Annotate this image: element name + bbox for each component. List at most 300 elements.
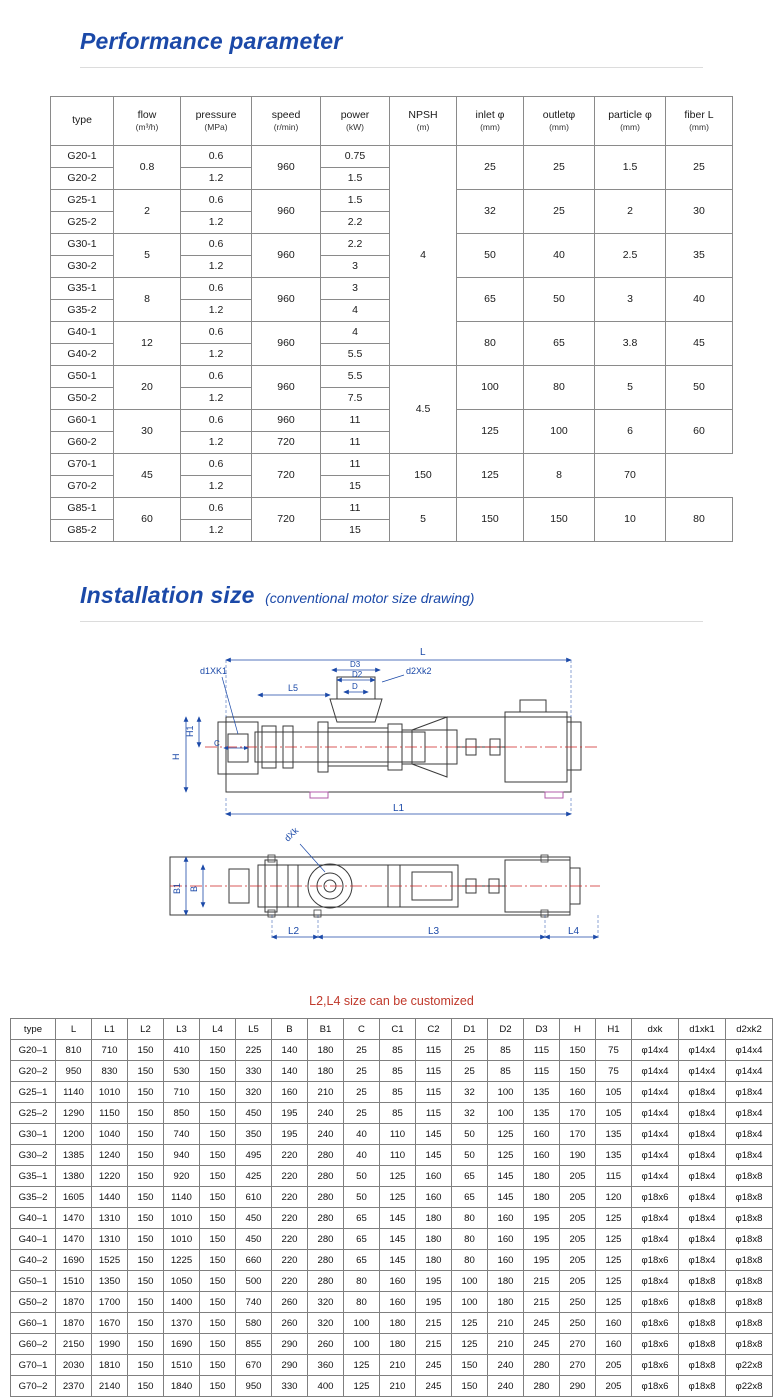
dim-d2Xk2-label: d2Xk2 [406,666,432,676]
cell-l3: 1510 [164,1355,200,1376]
cell-c2: 115 [416,1061,452,1082]
col-d1xk1: d1xk1 [679,1019,726,1040]
cell-d1: 50 [452,1124,488,1145]
cell-h: 160 [560,1082,596,1103]
cell-l4: 150 [200,1208,236,1229]
table-row [11,1376,773,1397]
cell-d1: 125 [452,1334,488,1355]
cell-h: 150 [560,1061,596,1082]
cell-type: G20-1 [51,146,114,168]
cell-l4: 150 [200,1124,236,1145]
cell-type: G40–1 [11,1229,56,1250]
col-particle-unit: (mm) [620,122,640,133]
cell-d1xk1: φ18x4 [679,1208,726,1229]
table-row [11,1040,773,1061]
cell-speed: 960 [252,190,321,234]
cell-d1: 125 [452,1313,488,1334]
cell-power: 4 [321,322,390,344]
cell-d2xk2: φ18x8 [726,1166,773,1187]
col-fiber-label: fiber L [684,109,714,122]
cell-d2xk2: φ18x8 [726,1271,773,1292]
cell-l1: 1310 [92,1208,128,1229]
cell-d2xk2: φ18x4 [726,1103,773,1124]
cell-c: 125 [344,1355,380,1376]
col-c1: C1 [380,1019,416,1040]
cell-l1: 1700 [92,1292,128,1313]
cell-l3: 850 [164,1103,200,1124]
drawing-svg [0,622,783,992]
col-pressure [181,97,252,146]
cell-flow: 45 [114,454,181,498]
cell-type: G50–2 [11,1292,56,1313]
cell-c2: 195 [416,1292,452,1313]
col-inlet-label: inlet φ [475,109,505,122]
cell-l2: 150 [128,1061,164,1082]
cell-d2: 240 [488,1376,524,1397]
cell-l5: 225 [236,1040,272,1061]
col-l4: L4 [200,1019,236,1040]
cell-c: 25 [344,1040,380,1061]
table-row [51,366,733,388]
installation-subtitle: (conventional motor size drawing) [265,590,475,606]
cell-b: 220 [272,1271,308,1292]
col-npsh-label: NPSH [408,109,438,122]
cell-dxk: φ18x4 [632,1271,679,1292]
cell-d3: 195 [524,1208,560,1229]
cell-dxk: φ14x4 [632,1145,679,1166]
col-outlet-unit: (mm) [549,122,569,133]
cell-c: 40 [344,1145,380,1166]
cell-l: 1380 [56,1166,92,1187]
cell-l5: 950 [236,1376,272,1397]
cell-speed: 960 [252,322,321,366]
cell-b1: 180 [308,1040,344,1061]
cell-l1: 1010 [92,1082,128,1103]
cell-c2: 160 [416,1166,452,1187]
cell-d3: 160 [524,1145,560,1166]
cell-d3: 180 [524,1166,560,1187]
col-speed-unit: (r/min) [273,122,299,133]
cell-b1: 400 [308,1376,344,1397]
cell-b1: 280 [308,1166,344,1187]
cell-fiber: 30 [666,190,733,234]
dim-L1-label: L1 [393,803,405,814]
cell-l: 1140 [56,1082,92,1103]
cell-outlet: 150 [524,498,595,542]
cell-l4: 150 [200,1334,236,1355]
cell-type: G25–1 [11,1082,56,1103]
cell-c1: 145 [380,1229,416,1250]
cell-c2: 180 [416,1208,452,1229]
table-row [11,1208,773,1229]
cell-b1: 240 [308,1103,344,1124]
cell-l3: 1225 [164,1250,200,1271]
cell-type: G25-2 [51,212,114,234]
cell-dxk: φ14x4 [632,1124,679,1145]
col-l: L [56,1019,92,1040]
cell-speed: 720 [252,454,321,498]
cell-type: G25-1 [51,190,114,212]
cell-l4: 150 [200,1376,236,1397]
installation-heading [0,542,783,609]
cell-l3: 410 [164,1040,200,1061]
table-header-row [11,1019,773,1040]
cell-l1: 1810 [92,1355,128,1376]
performance-table-wrap [0,68,783,542]
col-b1: B1 [308,1019,344,1040]
cell-h1: 120 [596,1187,632,1208]
cell-l: 2030 [56,1355,92,1376]
cell-type: G35-2 [51,300,114,322]
installation-table-body [11,1040,773,1397]
cell-l3: 1140 [164,1187,200,1208]
cell-d1: 100 [452,1292,488,1313]
cell-fiber: 25 [666,146,733,190]
cell-b: 220 [272,1250,308,1271]
cell-c2: 245 [416,1376,452,1397]
cell-h1: 75 [596,1040,632,1061]
cell-h: 205 [560,1166,596,1187]
cell-pressure: 1.2 [181,476,252,498]
cell-d1xk1: φ18x8 [679,1271,726,1292]
cell-power: 15 [321,520,390,542]
performance-heading [0,0,783,55]
cell-flow: 2 [114,190,181,234]
table-row [11,1250,773,1271]
cell-l2: 150 [128,1187,164,1208]
cell-b: 140 [272,1040,308,1061]
cell-l: 1510 [56,1271,92,1292]
cell-l1: 1220 [92,1166,128,1187]
cell-particle: 10 [595,498,666,542]
col-fiber [666,97,733,146]
cell-b: 260 [272,1313,308,1334]
table-row [11,1124,773,1145]
cell-type: G25–2 [11,1103,56,1124]
cell-d2xk2: φ18x8 [726,1187,773,1208]
cell-type: G70–2 [11,1376,56,1397]
cell-l5: 740 [236,1292,272,1313]
cell-b1: 280 [308,1229,344,1250]
cell-l3: 940 [164,1145,200,1166]
cell-particle: 1.5 [595,146,666,190]
cell-h1: 105 [596,1103,632,1124]
cell-type: G20–2 [11,1061,56,1082]
cell-l2: 150 [128,1103,164,1124]
cell-d2: 210 [488,1313,524,1334]
cell-l3: 1370 [164,1313,200,1334]
cell-particle: 3.8 [595,322,666,366]
cell-d1: 80 [452,1229,488,1250]
cell-l2: 150 [128,1229,164,1250]
col-flow-label: flow [137,109,157,122]
cell-pressure: 0.6 [181,146,252,168]
cell-outlet: 80 [524,366,595,410]
col-d2: D2 [488,1019,524,1040]
cell-d1xk1: φ18x4 [679,1082,726,1103]
col-speed-label: speed [271,109,301,122]
col-h: H [560,1019,596,1040]
cell-l: 1605 [56,1187,92,1208]
cell-c1: 180 [380,1334,416,1355]
cell-d1xk1: φ18x4 [679,1145,726,1166]
cell-type: G35-1 [51,278,114,300]
cell-d1: 100 [452,1271,488,1292]
cell-c2: 145 [416,1124,452,1145]
cell-particle: 6 [595,410,666,454]
cell-inlet: 80 [457,322,524,366]
cell-type: G70-1 [51,454,114,476]
cell-l1: 1040 [92,1124,128,1145]
cell-inlet: 65 [457,278,524,322]
col-l5: L5 [236,1019,272,1040]
cell-type: G20-2 [51,168,114,190]
cell-c1: 85 [380,1040,416,1061]
table-row [11,1166,773,1187]
cell-inlet: 25 [457,146,524,190]
cell-l4: 150 [200,1187,236,1208]
cell-l5: 855 [236,1334,272,1355]
cell-speed: 960 [252,234,321,278]
dim-L4-label: L4 [568,926,580,937]
performance-title: Performance parameter [80,28,343,54]
cell-d3: 245 [524,1334,560,1355]
cell-d1xk1: φ18x8 [679,1292,726,1313]
cell-particle: 2.5 [595,234,666,278]
cell-h: 205 [560,1250,596,1271]
cell-d1xk1: φ18x4 [679,1103,726,1124]
cell-d2xk2: φ22x8 [726,1376,773,1397]
cell-dxk: φ14x4 [632,1040,679,1061]
cell-c2: 115 [416,1040,452,1061]
cell-dxk: φ14x4 [632,1061,679,1082]
cell-type: G70-2 [51,476,114,498]
cell-power: 2.2 [321,212,390,234]
cell-l5: 450 [236,1229,272,1250]
col-l2: L2 [128,1019,164,1040]
cell-h1: 160 [596,1334,632,1355]
col-power [321,97,390,146]
cell-l3: 1400 [164,1292,200,1313]
cell-inlet: 125 [457,410,524,454]
cell-h1: 115 [596,1166,632,1187]
cell-l3: 1010 [164,1229,200,1250]
cell-particle: 3 [595,278,666,322]
col-type-label: type [72,114,92,127]
cell-c: 50 [344,1166,380,1187]
cell-flow: 8 [114,278,181,322]
cell-c2: 245 [416,1355,452,1376]
cell-c1: 125 [380,1166,416,1187]
cell-b1: 320 [308,1313,344,1334]
cell-speed: 960 [252,410,321,432]
cell-d2xk2: φ18x8 [726,1250,773,1271]
cell-pressure: 0.6 [181,190,252,212]
cell-power: 11 [321,432,390,454]
installation-table [10,1018,773,1397]
cell-pressure: 0.6 [181,322,252,344]
cell-flow: 30 [114,410,181,454]
cell-l1: 1670 [92,1313,128,1334]
installation-table-wrap [0,1008,783,1397]
cell-d2: 125 [488,1145,524,1166]
dim-d1XK1-label: d1XK1 [200,666,228,676]
cell-c: 65 [344,1208,380,1229]
cell-c2: 115 [416,1103,452,1124]
dim-C-label: C [214,739,220,748]
cell-l2: 150 [128,1145,164,1166]
cell-l4: 150 [200,1145,236,1166]
cell-h: 170 [560,1103,596,1124]
cell-d1: 150 [452,1355,488,1376]
dim-H1-label: H1 [185,725,195,737]
cell-d2xk2: φ14x4 [726,1040,773,1061]
cell-c: 65 [344,1250,380,1271]
cell-d2xk2: φ18x4 [726,1145,773,1166]
cell-d1: 65 [452,1187,488,1208]
col-pressure-unit: (MPa) [204,122,228,133]
cell-b1: 280 [308,1145,344,1166]
cell-type: G40–1 [11,1208,56,1229]
col-particle-label: particle φ [608,109,652,122]
dim-D2-label: D2 [352,670,363,679]
cell-outlet: 65 [524,322,595,366]
col-dxk: dxk [632,1019,679,1040]
cell-l3: 1050 [164,1271,200,1292]
cell-type: G85-1 [51,498,114,520]
table-row [11,1334,773,1355]
cell-d1: 25 [452,1040,488,1061]
cell-l: 1470 [56,1229,92,1250]
cell-pressure: 1.2 [181,212,252,234]
cell-pressure: 0.6 [181,498,252,520]
cell-l: 2150 [56,1334,92,1355]
cell-d2: 160 [488,1250,524,1271]
cell-d1xk1: φ18x4 [679,1124,726,1145]
cell-h1: 205 [596,1376,632,1397]
cell-pressure: 1.2 [181,256,252,278]
cell-d2: 160 [488,1229,524,1250]
dim-B-label: B [189,885,199,892]
cell-npsh: 4 [390,146,457,366]
cell-l1: 1440 [92,1187,128,1208]
cell-type: G60–1 [11,1313,56,1334]
cell-d2xk2: φ22x8 [726,1355,773,1376]
cell-l5: 500 [236,1271,272,1292]
cell-c1: 210 [380,1376,416,1397]
cell-h: 190 [560,1145,596,1166]
cell-l3: 740 [164,1124,200,1145]
cell-b1: 280 [308,1208,344,1229]
table-row [51,454,733,476]
cell-h: 205 [560,1187,596,1208]
cell-d2: 210 [488,1334,524,1355]
cell-d3: 180 [524,1187,560,1208]
cell-d2: 240 [488,1355,524,1376]
cell-pressure: 0.6 [181,278,252,300]
cell-b: 220 [272,1187,308,1208]
col-flow [114,97,181,146]
col-pressure-label: pressure [195,109,237,122]
installation-title: Installation size [80,582,255,608]
cell-power: 5.5 [321,366,390,388]
cell-l2: 150 [128,1376,164,1397]
cell-b: 330 [272,1376,308,1397]
cell-d2: 85 [488,1040,524,1061]
cell-b: 220 [272,1229,308,1250]
cell-l: 950 [56,1061,92,1082]
cell-type: G60-2 [51,432,114,454]
cell-l2: 150 [128,1271,164,1292]
table-row [11,1313,773,1334]
cell-d2: 125 [488,1124,524,1145]
cell-c1: 145 [380,1250,416,1271]
cell-l3: 530 [164,1061,200,1082]
cell-h: 205 [560,1229,596,1250]
cell-npsh: 5 [390,498,457,542]
cell-d2xk2: φ14x4 [726,1061,773,1082]
cell-l5: 450 [236,1103,272,1124]
cell-c2: 215 [416,1313,452,1334]
col-particle [595,97,666,146]
cell-l2: 150 [128,1313,164,1334]
cell-type: G40–2 [11,1250,56,1271]
cell-d2: 145 [488,1187,524,1208]
cell-h: 250 [560,1313,596,1334]
cell-dxk: φ14x4 [632,1166,679,1187]
cell-c2: 115 [416,1082,452,1103]
col-h1: H1 [596,1019,632,1040]
cell-h: 270 [560,1334,596,1355]
cell-l1: 830 [92,1061,128,1082]
cell-dxk: φ18x6 [632,1355,679,1376]
cell-d1xk1: φ18x8 [679,1355,726,1376]
cell-d2: 180 [488,1292,524,1313]
cell-d2xk2: φ18x8 [726,1313,773,1334]
cell-particle: 2 [595,190,666,234]
cell-h1: 125 [596,1229,632,1250]
table-row [51,146,733,168]
cell-c2: 145 [416,1145,452,1166]
col-type: type [11,1019,56,1040]
cell-speed: 720 [252,498,321,542]
cell-l2: 150 [128,1355,164,1376]
cell-d1: 80 [452,1250,488,1271]
cell-l2: 150 [128,1040,164,1061]
cell-dxk: φ14x4 [632,1082,679,1103]
cell-d3: 215 [524,1292,560,1313]
cell-h1: 125 [596,1250,632,1271]
cell-l4: 150 [200,1061,236,1082]
cell-c1: 85 [380,1082,416,1103]
cell-h: 205 [560,1208,596,1229]
col-inlet-unit: (mm) [480,122,500,133]
cell-power: 3 [321,278,390,300]
cell-type: G50-1 [51,366,114,388]
cell-b1: 210 [308,1082,344,1103]
col-l3: L3 [164,1019,200,1040]
cell-pressure: 1.2 [181,168,252,190]
cell-dxk: φ18x6 [632,1376,679,1397]
cell-power: 11 [321,410,390,432]
cell-l4: 150 [200,1229,236,1250]
cell-pressure: 1.2 [181,432,252,454]
performance-table [50,96,733,542]
col-d2xk2: d2xk2 [726,1019,773,1040]
dim-H-label: H [171,753,181,760]
cell-c: 80 [344,1271,380,1292]
table-row [11,1187,773,1208]
